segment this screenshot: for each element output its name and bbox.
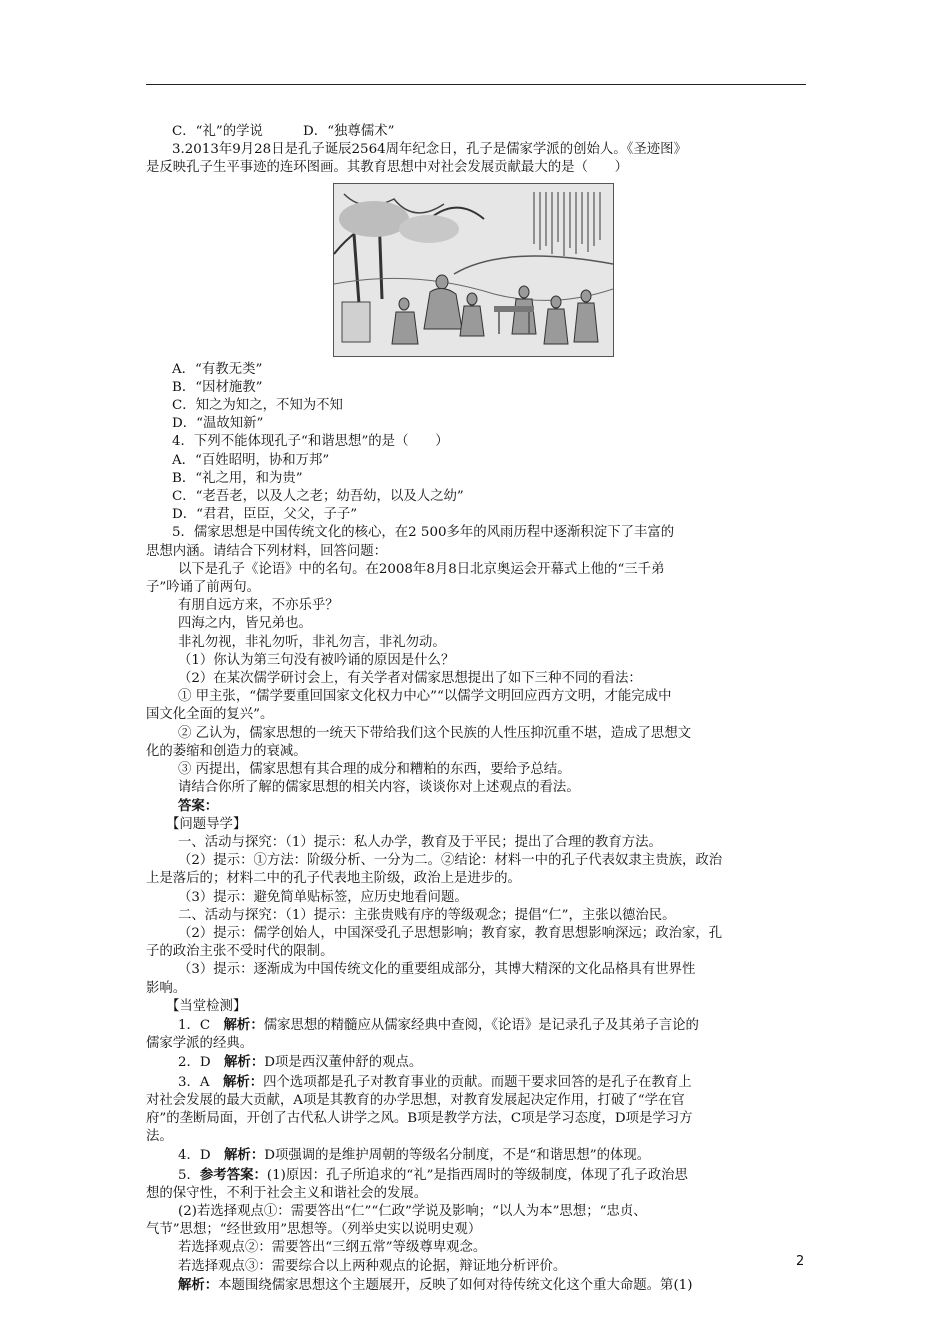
option-a: A．“百姓昭明，协和万邦”	[172, 452, 330, 468]
answer-line: （3）提示：逐渐成为中国传统文化的重要组成部分，其博大精深的文化品格具有世界性	[178, 962, 696, 978]
section-heading: 【问题导学】	[166, 816, 247, 832]
question-4-stem: 4．下列不能体现孔子“和谐思想”的是（ ）	[172, 434, 449, 450]
answer-line: (2)若选择观点①：需要答出“仁”“仁政”学说及影响；“以人为本”思想；“忠贞、	[178, 1203, 647, 1219]
answer-number: 1．C	[178, 1017, 224, 1033]
page-number: 2	[796, 1254, 805, 1269]
answer-line: 府”的垄断局面，开创了古代私人讲学之风。B项是教学方法，C项是学习态度，D项是学习方	[146, 1110, 693, 1126]
quote-line: 非礼勿视，非礼勿听，非礼勿言，非礼勿动。	[178, 634, 446, 650]
view-2-cont: 化的萎缩和创造力的衰减。	[146, 743, 307, 759]
view-1-cont: 国文化全面的复兴”。	[146, 707, 274, 723]
analysis-text: D项是西汉董仲舒的观点。	[264, 1055, 423, 1071]
analysis-text: 四个选项都是孔子对教育事业的贡献。而题干要求回答的是孔子在教育上	[263, 1074, 692, 1090]
view-2: ② 乙认为，儒家思想的一统天下带给我们这个民族的人性压抑沉重不堪，造成了思想文	[178, 725, 692, 741]
option-line: C．“礼”的学说 D．“独尊儒术”	[172, 124, 395, 139]
sub-question-1: （1）你认为第三句没有被吟诵的原因是什么？	[178, 652, 455, 668]
answer-line: 对社会发展的最大贡献，A项是其教育的办学思想，对教育发展起决定作用，打破了“学在官	[146, 1092, 685, 1108]
option-d: D．“温故知新”	[172, 416, 264, 432]
section-heading: 【当堂检测】	[166, 998, 247, 1014]
answer-line: 儒家学派的经典。	[146, 1036, 254, 1052]
analysis-label: 解析：	[223, 1016, 264, 1033]
answer-5	[146, 1166, 816, 1185]
answer-line: 法。	[146, 1129, 173, 1145]
document-body	[146, 123, 816, 1295]
analysis-label: 解析：	[224, 1054, 265, 1071]
material-line: 子”吟诵了前两句。	[146, 580, 260, 596]
analysis-text: 本题围绕儒家思想这个主题展开，反映了如何对待传统文化这个重大命题。第(1)	[218, 1277, 693, 1293]
answer-line: 想的保守性，不利于社会主义和谐社会的发展。	[146, 1185, 428, 1201]
answer-4	[146, 1146, 816, 1165]
answer-number: 2．D	[178, 1055, 225, 1071]
option-a: A．“有教无类”	[172, 361, 263, 377]
analysis-text: 儒家思想的精髓应从儒家经典中查阅，《论语》是记录孔子及其弟子言论的	[263, 1017, 699, 1033]
answer-3	[146, 1073, 816, 1092]
option-c: C．“老吾老，以及人之老；幼吾幼，以及人之幼”	[172, 489, 464, 505]
quote-line: 四海之内，皆兄弟也。	[178, 616, 312, 632]
answer-line: （2）提示：儒学创始人，中国深受孔子思想影响；教育家，教育思想影响深远；政治家，孔	[178, 925, 723, 941]
quote-line: 有朋自远方来，不亦乐乎？	[178, 598, 339, 614]
analysis-label: 解析：	[224, 1147, 265, 1164]
answer-heading: 答案：	[178, 798, 219, 815]
answer-number: 5．	[178, 1167, 200, 1183]
answer-number: 4．D	[178, 1148, 225, 1164]
answer-1	[146, 1016, 816, 1035]
answer-line: 若选择观点③：需要综合以上两种观点的论据，辩证地分析评价。	[178, 1258, 567, 1274]
analysis-label: 解析：	[178, 1276, 219, 1293]
view-1: ① 甲主张，“儒学要重回国家文化权力中心”“以儒学文明回应西方文明，才能完成中	[178, 689, 672, 705]
material-line: 以下是孔子《论语》中的名句。在2008年8月8日北京奥运会开幕式上他的“三千弟	[178, 561, 665, 577]
analysis-text: D项强调的是维护周朝的等级名分制度，不是“和谐思想”的体现。	[264, 1148, 651, 1164]
answer-text: (1)原因：孔子所追求的“礼”是指西周时的等级制度，体现了孔子政治思	[266, 1167, 688, 1183]
option-b: B．“礼之用，和为贵”	[172, 470, 303, 486]
view-3: ③ 丙提出，儒家思想有其合理的成分和糟粕的东西，要给予总结。	[178, 762, 571, 778]
option-b: B．“因材施教”	[172, 379, 263, 395]
question-5-stem-cont: 思想内涵。请结合下列材料，回答问题：	[146, 543, 388, 559]
analysis-paragraph	[146, 1276, 816, 1295]
option-d: D．“君君，臣臣，父父，子子”	[172, 507, 358, 523]
reference-answer-label: 参考答案：	[199, 1166, 267, 1183]
sub-question-2: （2）在某次儒学研讨会上，有关学者对儒家思想提出了如下三种不同的看法：	[178, 671, 642, 687]
analysis-label: 解析：	[222, 1073, 264, 1090]
answer-line: 一、活动与探究：（1）提示：私人办学，教育及于平民；提出了合理的教育方法。	[178, 834, 662, 850]
answer-line: （3）提示：避免简单贴标签，应历史地看问题。	[178, 889, 468, 905]
answer-line: （2）提示：①方法：阶级分析、一分为二。②结论：材料一中的孔子代表奴隶主贵族，政治	[178, 853, 723, 869]
answer-line: 气节”思想；“经世致用”思想等。（列举史实以说明史观）	[146, 1222, 482, 1238]
question-5-stem: 5．儒家思想是中国传统文化的核心，在2 500多年的风雨历程中逐渐积淀下了丰富的	[172, 525, 675, 541]
header-rule	[146, 84, 806, 85]
question-3-stem-cont: 是反映孔子生平事迹的连环图画。其教育思想中对社会发展贡献最大的是（ ）	[146, 160, 629, 176]
answer-2	[146, 1053, 816, 1072]
answer-line: 影响。	[146, 980, 187, 996]
answer-line: 若选择观点②：需要答出“三纲五常”等级尊卑观念。	[178, 1240, 487, 1256]
answer-line: 子的政治主张不受时代的限制。	[146, 944, 334, 960]
answer-line: 二、活动与探究：（1）提示：主张贵贱有序的等级观念；提倡“仁”，主张以德治民。	[178, 907, 676, 923]
shengji-tu-illustration	[333, 183, 614, 357]
answer-number: 3．A	[178, 1074, 223, 1090]
question-3-stem: 3.2013年9月28日是孔子诞辰2564周年纪念日，孔子是儒家学派的创始人。《圣迹图》	[172, 142, 687, 158]
option-c: C．知之为知之，不知为不知	[172, 398, 343, 414]
answer-line: 上是落后的；材料二中的孔子代表地主阶级，政治上是进步的。	[146, 871, 521, 887]
instruction-line: 请结合你所了解的儒家思想的相关内容，谈谈你对上述观点的看法。	[178, 780, 580, 796]
